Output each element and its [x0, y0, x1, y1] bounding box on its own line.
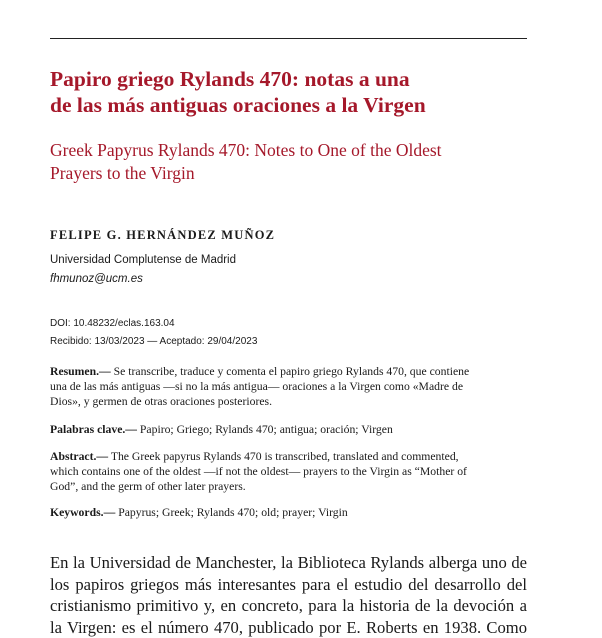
title-en-line-2: Prayers to the Virgin [50, 163, 195, 183]
body-paragraph [50, 552, 527, 638]
author-email[interactable]: fhmunoz@ucm.es [50, 273, 143, 285]
abstract-line-3: God”, and the germ of other later prayers. [50, 480, 246, 493]
received-accepted-dates: Recibido: 13/03/2023 — Aceptado: 29/04/2023 [50, 336, 257, 347]
header-rule [50, 38, 527, 39]
title-en-line-1: Greek Papyrus Rylands 470: Notes to One of the Oldest [50, 140, 442, 160]
author-affiliation: Universidad Complutense de Madrid [50, 254, 236, 266]
resumen-label: Resumen.— [50, 365, 111, 378]
palabras-clave-text: Papiro; Griego; Rylands 470; antigua; oración; Virgen [137, 423, 393, 436]
abstract-label: Abstract.— [50, 450, 108, 463]
palabras-clave-paragraph [50, 422, 527, 437]
abstract-line-2: which contains one of the oldest —if not the oldest— prayers to the Virgin as “Mother of [50, 465, 467, 478]
author-name: FELIPE G. HERNÁNDEZ MUÑOZ [50, 228, 275, 243]
article-title-english [50, 139, 530, 185]
title-es-line-2: de las más antiguas oraciones a la Virgen [50, 93, 426, 117]
doi[interactable]: DOI: 10.48232/eclas.163.04 [50, 318, 175, 329]
keywords-paragraph [50, 505, 527, 520]
palabras-clave-label: Palabras clave.— [50, 423, 137, 436]
body-line-3: cristianismo primitivo y, en concreto, para la historia de la devoción a [50, 595, 527, 617]
title-es-line-1: Papiro griego Rylands 470: notas a una [50, 67, 410, 91]
article-title-spanish [50, 66, 530, 118]
resumen-line-3: Dios», y germen de otras oraciones posteriores. [50, 395, 272, 408]
resumen-line-1: Se transcribe, traduce y comenta el papiro griego Rylands 470, que contiene [111, 365, 469, 378]
abstract-line-1: The Greek papyrus Rylands 470 is transcribed, translated and commented, [108, 450, 459, 463]
keywords-text: Papyrus; Greek; Rylands 470; old; prayer; Virgin [115, 506, 347, 519]
abstract-paragraph [50, 449, 527, 494]
resumen-line-2: una de las más antiguas —si no la más antigua— oraciones a la Virgen como «Madre de [50, 380, 463, 393]
resumen-paragraph [50, 364, 527, 409]
body-line-2: los papiros griegos más interesantes para el estudio del desarrollo del [50, 574, 527, 596]
keywords-label: Keywords.— [50, 506, 115, 519]
body-line-4: la Virgen: es el número 470, publicado por E. Roberts en 1938. Como [50, 617, 527, 638]
body-line-1: En la Universidad de Manchester, la Biblioteca Rylands alberga uno de [50, 552, 527, 574]
